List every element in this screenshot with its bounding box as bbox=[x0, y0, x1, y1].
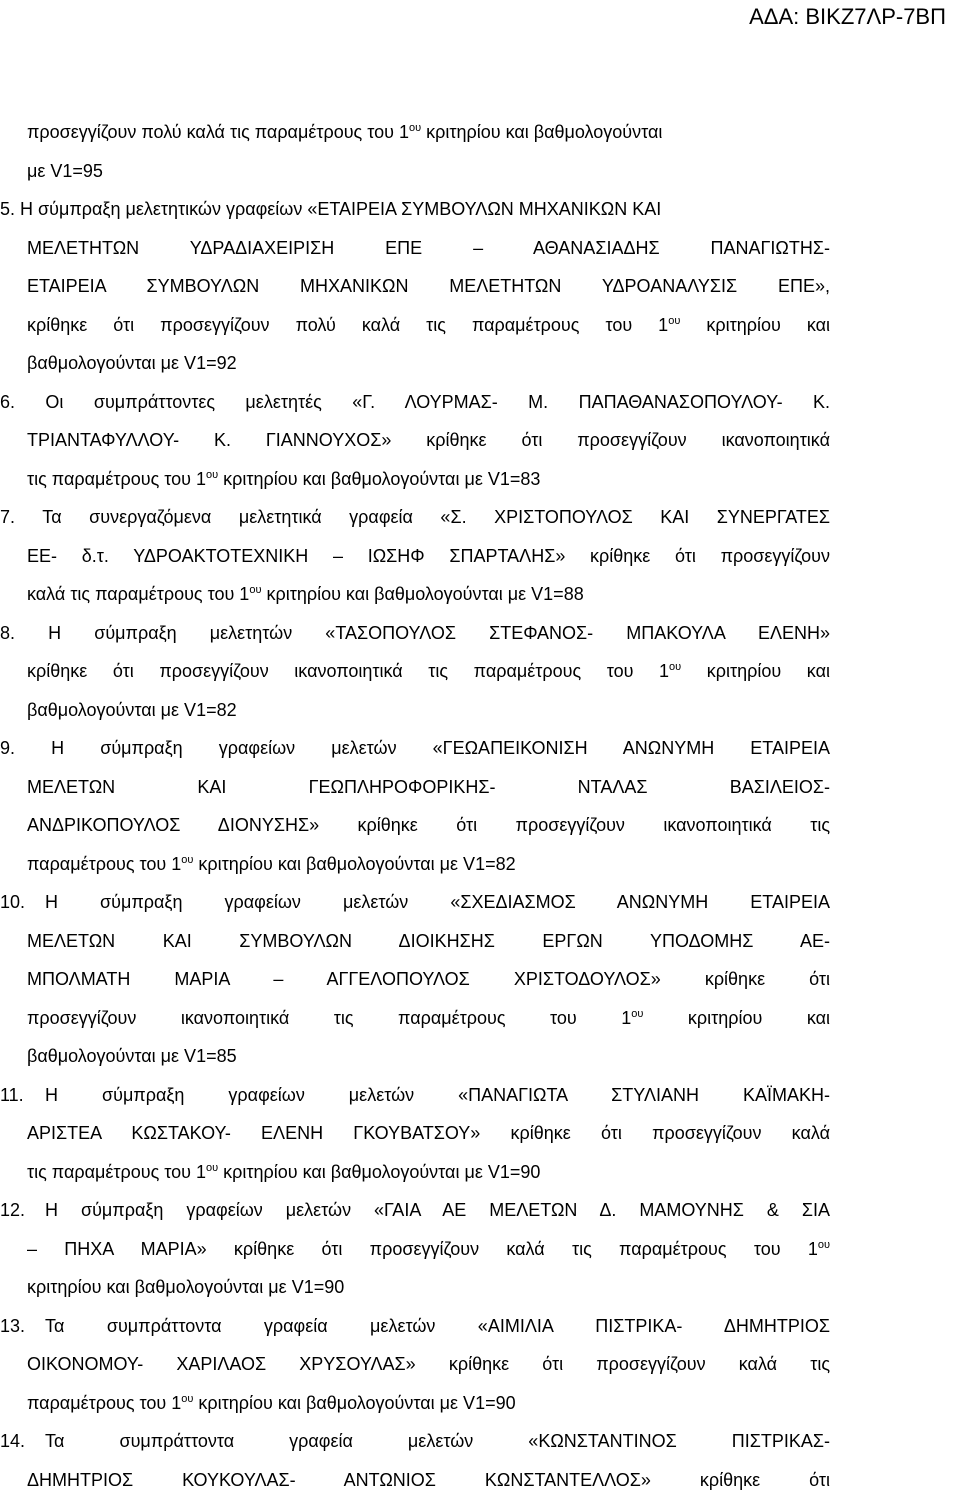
superscript: ου bbox=[181, 854, 193, 866]
text: κριτηρίου και βαθμολογούνται με V1=83 bbox=[218, 469, 540, 489]
text: κριτηρίου και βαθμολογούνται με V1=88 bbox=[261, 584, 583, 604]
text: παραμέτρους του 1 bbox=[27, 854, 181, 874]
text: βαθμολογούνται με V1=92 bbox=[27, 344, 830, 383]
item-number: 12. bbox=[0, 1191, 45, 1230]
superscript: ου bbox=[181, 1393, 193, 1405]
text: Οι συμπράττοντες μελετητές «Γ. ΛΟΥΡΜΑΣ- Μ. ΠΑΠΑΘΑΝΑΣΟΠΟΥΛΟΥ- Κ. bbox=[15, 392, 830, 412]
paragraph-4-continued bbox=[27, 113, 830, 190]
superscript: ου bbox=[631, 1008, 643, 1020]
document-body bbox=[27, 113, 830, 1499]
list-item-8 bbox=[27, 614, 830, 730]
text: ΕΤΑΙΡΕΙΑ ΣΥΜΒΟΥΛΩΝ ΜΗΧΑΝΙΚΩΝ ΜΕΛΕΤΗΤΩΝ ΥΔΡΟΑΝΑΛΥΣΙΣ ΕΠΕ», bbox=[27, 267, 830, 306]
text: Η σύμπραξη γραφείων μελετών «ΓΕΩΑΠΕΙΚΟΝΙΣΗ ΑΝΩΝΥΜΗ ΕΤΑΙΡΕΙΑ bbox=[15, 738, 830, 758]
text: κριτηρίου και bbox=[681, 661, 830, 681]
list-item-10 bbox=[27, 883, 830, 1076]
list-item-6 bbox=[27, 383, 830, 499]
text: τις παραμέτρους του 1 bbox=[27, 1162, 206, 1182]
text: ΔΗΜΗΤΡΙΟΣ ΚΟΥΚΟΥΛΑΣ- ΑΝΤΩΝΙΟΣ ΚΩΝΣΤΑΝΤΕΛΛΟΣ» κρίθηκε ότι bbox=[27, 1461, 830, 1499]
item-number: 5. bbox=[0, 190, 15, 229]
superscript: ου bbox=[206, 469, 218, 481]
item-number: 7. bbox=[0, 498, 15, 537]
superscript: ου bbox=[818, 1239, 830, 1251]
text: κριτηρίου και βαθμολογούνται με V1=82 bbox=[193, 854, 515, 874]
superscript: ου bbox=[409, 122, 421, 134]
list-item-13 bbox=[27, 1307, 830, 1423]
item-number: 8. bbox=[0, 614, 15, 653]
text: κρίθηκε ότι προσεγγίζουν πολύ καλά τις παραμέτρους του 1 bbox=[27, 315, 668, 335]
list-item-5 bbox=[27, 190, 830, 383]
text: βαθμολογούνται με V1=82 bbox=[27, 691, 830, 730]
item-number: 10. bbox=[0, 883, 45, 922]
text: Η σύμπραξη μελετητών «ΤΑΣΟΠΟΥΛΟΣ ΣΤΕΦΑΝΟΣ- ΜΠΑΚΟΥΛΑ ΕΛΕΝΗ» bbox=[15, 623, 830, 643]
text: κριτηρίου και bbox=[643, 1008, 830, 1028]
text: ΜΠΟΛΜΑΤΗ ΜΑΡΙΑ – ΑΓΓΕΛΟΠΟΥΛΟΣ ΧΡΙΣΤΟΔΟΥΛΟΣ» κρίθηκε ότι bbox=[27, 960, 830, 999]
text: ΜΕΛΕΤΩΝ ΚΑΙ ΓΕΩΠΛΗΡΟΦΟΡΙΚΗΣ- ΝΤΑΛΑΣ ΒΑΣΙΛΕΙΟΣ- bbox=[27, 768, 830, 807]
list-item-9 bbox=[27, 729, 830, 883]
text: ΑΝΔΡΙΚΟΠΟΥΛΟΣ ΔΙΟΝΥΣΗΣ» κρίθηκε ότι προσεγγίζουν ικανοποιητικά τις bbox=[27, 806, 830, 845]
text: Η σύμπραξη γραφείων μελετών «ΣΧΕΔΙΑΣΜΟΣ ΑΝΩΝΥΜΗ ΕΤΑΙΡΕΙΑ bbox=[45, 892, 830, 912]
text: κριτηρίου και βαθμολογούνται με V1=90 bbox=[27, 1268, 830, 1307]
text: Η σύμπραξη γραφείων μελετών «ΠΑΝΑΓΙΩΤΑ ΣΤΥΛΙΑΝΗ ΚΑΪΜΑΚΗ- bbox=[45, 1085, 830, 1105]
text: κριτηρίου και βαθμολογούνται bbox=[421, 122, 662, 142]
text: ΟΙΚΟΝΟΜΟΥ- ΧΑΡΙΛΑΟΣ ΧΡΥΣΟΥΛΑΣ» κρίθηκε ότι προσεγγίζουν καλά τις bbox=[27, 1345, 830, 1384]
text: προσεγγίζουν πολύ καλά τις παραμέτρους του 1 bbox=[27, 122, 409, 142]
text: με V1=95 bbox=[27, 152, 830, 191]
text: ΤΡΙΑΝΤΑΦΥΛΛΟΥ- Κ. ΓΙΑΝΝΟΥΧΟΣ» κρίθηκε ότι προσεγγίζουν ικανοποιητικά bbox=[27, 421, 830, 460]
list-item-12 bbox=[27, 1191, 830, 1307]
text: βαθμολογούνται με V1=85 bbox=[27, 1037, 830, 1076]
text: Η σύμπραξη γραφείων μελετών «ΓΑΙΑ ΑΕ ΜΕΛΕΤΩΝ Δ. ΜΑΜΟΥΝΗΣ & ΣΙΑ bbox=[45, 1200, 830, 1220]
item-number: 11. bbox=[0, 1076, 45, 1115]
text: Τα συμπράττοντα γραφεία μελετών «ΑΙΜΙΛΙΑ ΠΙΣΤΡΙΚΑ- ΔΗΜΗΤΡΙΟΣ bbox=[45, 1316, 830, 1336]
text: Η σύμπραξη μελετητικών γραφείων «ΕΤΑΙΡΕΙΑ ΣΥΜΒΟΥΛΩΝ ΜΗΧΑΝΙΚΩΝ ΚΑΙ bbox=[15, 199, 661, 219]
text: Τα συμπράττοντα γραφεία μελετών «ΚΩΝΣΤΑΝΤΙΝΟΣ ΠΙΣΤΡΙΚΑΣ- bbox=[45, 1431, 830, 1451]
list-item-7 bbox=[27, 498, 830, 614]
text: κριτηρίου και βαθμολογούνται με V1=90 bbox=[218, 1162, 540, 1182]
text: ΜΕΛΕΤΩΝ ΚΑΙ ΣΥΜΒΟΥΛΩΝ ΔΙΟΙΚΗΣΗΣ ΕΡΓΩΝ ΥΠΟΔΟΜΗΣ ΑΕ- bbox=[27, 922, 830, 961]
text: κριτηρίου και bbox=[680, 315, 830, 335]
ada-header: ΑΔΑ: ΒΙΚΖ7ΛΡ-7ΒΠ bbox=[749, 4, 946, 30]
superscript: ου bbox=[669, 661, 681, 673]
superscript: ου bbox=[668, 315, 680, 327]
list-item-14 bbox=[27, 1422, 830, 1499]
text: Τα συνεργαζόμενα μελετητικά γραφεία «Σ. ΧΡΙΣΤΟΠΟΥΛΟΣ ΚΑΙ ΣΥΝΕΡΓΑΤΕΣ bbox=[15, 507, 830, 527]
item-number: 14. bbox=[0, 1422, 45, 1461]
text: ΕΕ- δ.τ. ΥΔΡΟΑΚΤΟΤΕΧΝΙΚΗ – ΙΩΣΗΦ ΣΠΑΡΤΑΛΗΣ» κρίθηκε ότι προσεγγίζουν bbox=[27, 537, 830, 576]
superscript: ου bbox=[249, 584, 261, 596]
text: ΜΕΛΕΤΗΤΩΝ ΥΔΡΑΔΙΑΧΕΙΡΙΣΗ ΕΠΕ – ΑΘΑΝΑΣΙΑΔΗΣ ΠΑΝΑΓΙΩΤΗΣ- bbox=[27, 229, 830, 268]
item-number: 6. bbox=[0, 383, 15, 422]
text: καλά τις παραμέτρους του 1 bbox=[27, 584, 249, 604]
superscript: ου bbox=[206, 1162, 218, 1174]
text: παραμέτρους του 1 bbox=[27, 1393, 181, 1413]
item-number: 9. bbox=[0, 729, 15, 768]
text: ΑΡΙΣΤΕΑ ΚΩΣΤΑΚΟΥ- ΕΛΕΝΗ ΓΚΟΥΒΑΤΣΟΥ» κρίθηκε ότι προσεγγίζουν καλά bbox=[27, 1114, 830, 1153]
text: προσεγγίζουν ικανοποιητικά τις παραμέτρους του 1 bbox=[27, 1008, 631, 1028]
text: κρίθηκε ότι προσεγγίζουν ικανοποιητικά τις παραμέτρους του 1 bbox=[27, 661, 669, 681]
text: – ΠΗΧΑ ΜΑΡΙΑ» κρίθηκε ότι προσεγγίζουν καλά τις παραμέτρους του 1 bbox=[27, 1239, 818, 1259]
item-number: 13. bbox=[0, 1307, 45, 1346]
list-item-11 bbox=[27, 1076, 830, 1192]
text: τις παραμέτρους του 1 bbox=[27, 469, 206, 489]
text: κριτηρίου και βαθμολογούνται με V1=90 bbox=[193, 1393, 515, 1413]
